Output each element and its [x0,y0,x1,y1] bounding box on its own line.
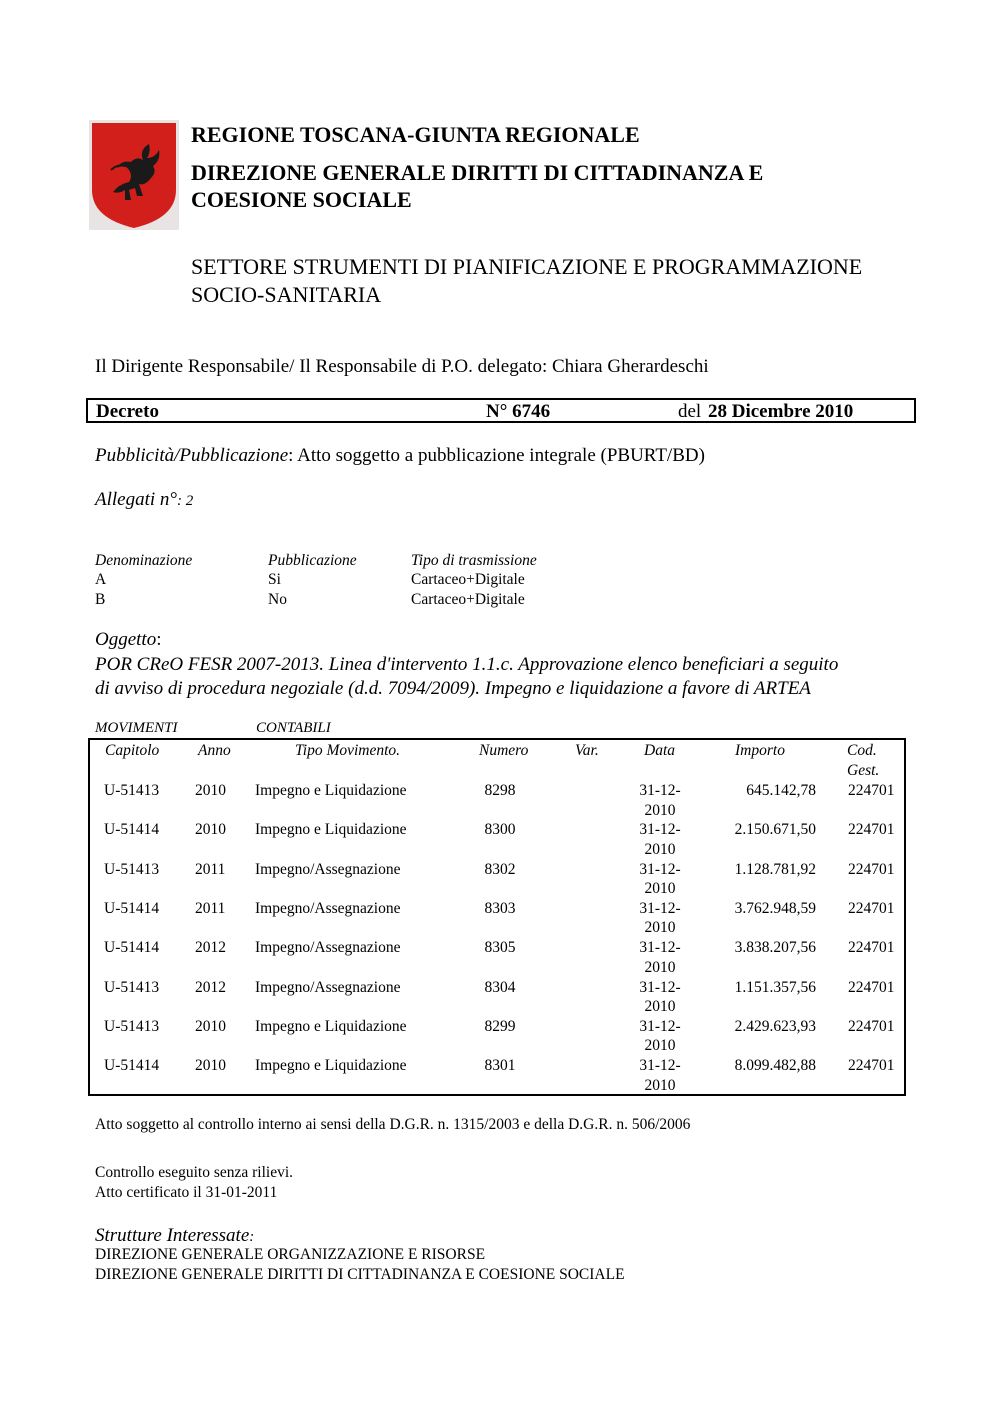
header-tipo-movimento: Tipo Movimento. [295,742,401,759]
cell-importo: 3.838.207,56 [734,939,816,957]
allegato-a-pubblicazione: Si [268,571,281,588]
atto-certificato: Atto certificato il 31-01-2011 [95,1184,278,1201]
cell-numero: 8304 [484,978,516,996]
header-data: Data [644,742,675,759]
oggetto-line-1: POR CReO FESR 2007-2013. Linea d'intervento 1.1.c. Approvazione elenco beneficiari a seguito [95,654,839,675]
allegati-header-pubblicazione: Pubblicazione [268,552,357,569]
allegato-b-pubblicazione: No [268,591,287,608]
cell-data-year: 2010 [644,919,676,937]
pubblicita-label: Pubblicità/Pubblicazione [95,445,289,466]
cell-anno: 2011 [195,860,226,878]
settore-line-1: SETTORE STRUMENTI DI PIANIFICAZIONE E PROGRAMMAZIONE [191,254,863,279]
cell-capitolo: U-51414 [104,939,160,957]
cell-data: 31-12- [639,978,681,996]
pegasus-crest-icon [89,120,179,230]
cell-anno: 2010 [195,821,226,839]
movimenti-title: MOVIMENTI [95,720,178,736]
cell-numero: 8300 [484,821,516,839]
cell-data-year: 2010 [644,1037,676,1055]
decreto-numero: N° 6746 [486,401,551,422]
struttura-item: DIREZIONE GENERALE ORGANIZZAZIONE E RISORSE [95,1246,486,1263]
cell-tipo-movimento: Impegno e Liquidazione [255,1057,407,1075]
cell-numero: 8302 [484,860,516,878]
struttura-item: DIREZIONE GENERALE DIRITTI DI CITTADINANZA E COESIONE SOCIALE [95,1266,625,1283]
contabili-title: CONTABILI [256,720,331,736]
oggetto-line-2: di avviso di procedura negoziale (d.d. 7094/2009). Impegno e liquidazione a favore di ARTEA [95,678,811,699]
direzione-line-2: COESIONE SOCIALE [191,187,412,212]
allegato-a-tipo: Cartaceo+Digitale [411,571,525,588]
cell-cod-gest: 224701 [848,821,895,839]
cell-importo: 8.099.482,88 [734,1057,816,1075]
pubblicita-value: : Atto soggetto a pubblicazione integrale (PBURT/BD) [288,445,705,466]
cell-anno: 2010 [195,782,226,799]
cell-data-year: 2010 [644,998,676,1015]
cell-capitolo: U-51414 [104,899,160,917]
oggetto-colon: : [156,629,162,650]
cell-capitolo: U-51414 [104,1057,160,1075]
cell-data: 31-12- [639,1017,681,1035]
allegato-b-tipo: Cartaceo+Digitale [411,591,525,608]
cell-capitolo: U-51414 [104,821,160,839]
dirigente-line: Il Dirigente Responsabile/ Il Responsabile di P.O. delegato: Chiara Gherardeschi [95,356,709,377]
cell-importo: 645.142,78 [746,782,816,799]
cell-data-year: 2010 [644,840,676,858]
cell-tipo-movimento: Impegno/Assegnazione [255,899,401,917]
allegato-a-denominazione: A [95,571,107,588]
cell-anno: 2010 [195,1017,226,1035]
cell-capitolo: U-51413 [104,860,160,878]
cell-anno: 2010 [195,1057,226,1075]
cell-capitolo: U-51413 [104,1017,160,1035]
cell-importo: 2.429.623,93 [734,1017,816,1035]
cell-cod-gest: 224701 [848,939,895,957]
cell-numero: 8299 [484,1017,516,1035]
decreto-label: Decreto [96,401,159,422]
allegati-header-tipo: Tipo di trasmissione [411,552,537,569]
cell-data-year: 2010 [644,801,676,819]
header-capitolo: Capitolo [105,742,160,759]
cell-data-year: 2010 [644,958,676,976]
strutture-colon: : [249,1229,255,1245]
cell-anno: 2011 [195,899,226,917]
cell-cod-gest: 224701 [848,1017,895,1035]
header-var: Var. [575,742,599,759]
decreto-box [86,398,916,423]
cell-data: 31-12- [639,899,681,917]
allegato-b-denominazione: B [95,591,106,608]
cell-cod-gest: 224701 [848,978,895,996]
strutture-heading [95,1225,254,1247]
cell-capitolo: U-51413 [104,782,160,799]
pubblicita-line [95,445,705,467]
settore-line-2: SOCIO-SANITARIA [191,282,382,307]
cell-numero: 8301 [484,1057,516,1075]
allegati-line [95,489,193,511]
cell-cod-gest: 224701 [848,860,895,878]
cell-importo: 2.150.671,50 [734,821,816,839]
cell-numero: 8305 [484,939,516,957]
cell-tipo-movimento: Impegno/Assegnazione [255,860,401,878]
cell-data-year: 2010 [644,1076,676,1094]
cell-importo: 1.151.357,56 [734,978,816,996]
cell-importo: 1.128.781,92 [734,860,816,878]
cell-data: 31-12- [639,939,681,957]
cell-cod-gest: 224701 [848,899,895,917]
oggetto-heading [95,629,162,651]
allegati-header-denominazione: Denominazione [95,552,193,569]
header-gest: Gest. [847,762,880,779]
header-numero: Numero [479,742,529,759]
oggetto-label: Oggetto [95,629,157,650]
cell-data-year: 2010 [644,880,676,898]
cell-numero: 8298 [484,782,516,799]
decreto-del: del [678,401,702,422]
cell-tipo-movimento: Impegno e Liquidazione [255,1017,407,1035]
cell-data: 31-12- [639,860,681,878]
cell-cod-gest: 224701 [848,782,895,799]
cell-cod-gest: 224701 [848,1057,895,1075]
cell-data: 31-12- [639,782,681,799]
allegati-value: : 2 [177,493,194,509]
cell-importo: 3.762.948,59 [734,899,816,917]
header-importo: Importo [735,742,785,759]
cell-tipo-movimento: Impegno/Assegnazione [255,939,401,957]
cell-numero: 8303 [484,899,516,917]
controllo-atto-soggetto: Atto soggetto al controllo interno ai sensi della D.G.R. n. 1315/2003 e della D.G.R. n. 506/2006 [95,1116,691,1133]
cell-capitolo: U-51413 [104,978,160,996]
movimenti-table [88,738,906,1096]
direzione-line-1: DIREZIONE GENERALE DIRITTI DI CITTADINANZA E [191,160,764,185]
cell-anno: 2012 [195,978,226,996]
cell-data: 31-12- [639,1057,681,1075]
header-cod: Cod. [847,742,877,759]
cell-tipo-movimento: Impegno/Assegnazione [255,978,401,996]
org-title: REGIONE TOSCANA-GIUNTA REGIONALE [191,122,640,147]
cell-tipo-movimento: Impegno e Liquidazione [255,782,407,799]
cell-data: 31-12- [639,821,681,839]
controllo-eseguito: Controllo eseguito senza rilievi. [95,1164,294,1181]
strutture-label: Strutture Interessate [95,1225,250,1246]
cell-tipo-movimento: Impegno e Liquidazione [255,821,407,839]
cell-anno: 2012 [195,939,226,957]
allegati-label: Allegati n° [95,489,178,510]
decreto-data: 28 Dicembre 2010 [708,401,854,422]
header-anno: Anno [198,742,231,759]
